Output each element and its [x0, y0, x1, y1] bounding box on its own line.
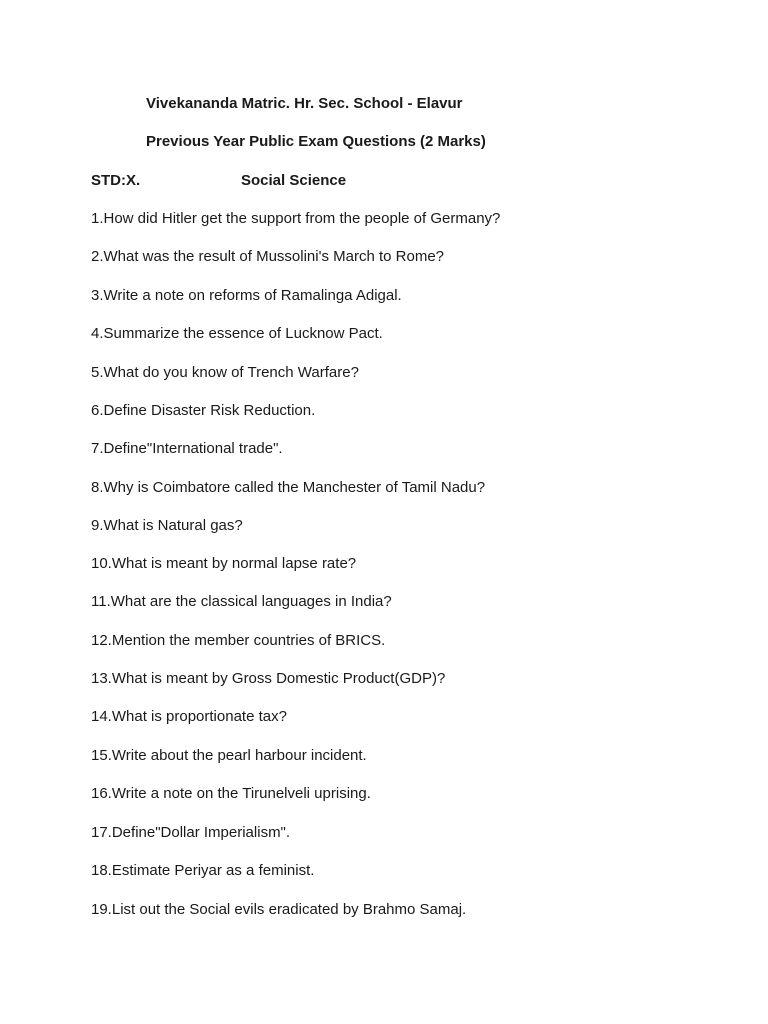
subject-label: Social Science	[241, 172, 347, 189]
question-item: 9.What is Natural gas?	[91, 517, 243, 534]
question-item: 15.Write about the pearl harbour incident.	[91, 747, 367, 764]
question-item: 18.Estimate Periyar as a feminist.	[91, 862, 315, 879]
question-item: 10.What is meant by normal lapse rate?	[91, 555, 357, 572]
question-item: 2.What was the result of Mussolini's March to Rome?	[91, 248, 444, 265]
question-item: 4.Summarize the essence of Lucknow Pact.	[91, 325, 383, 342]
question-item: 5.What do you know of Trench Warfare?	[91, 364, 359, 381]
question-item: 11.What are the classical languages in India?	[91, 593, 392, 610]
question-item: 7.Define"International trade".	[91, 440, 283, 457]
school-name: Vivekananda Matric. Hr. Sec. School - Elavur	[146, 95, 463, 112]
question-item: 19.List out the Social evils eradicated by Brahmo Samaj.	[91, 901, 467, 918]
question-item: 8.Why is Coimbatore called the Manchester of Tamil Nadu?	[91, 479, 486, 496]
question-item: 14.What is proportionate tax?	[91, 708, 287, 725]
question-item: 16.Write a note on the Tirunelveli uprising.	[91, 785, 371, 802]
exam-title: Previous Year Public Exam Questions (2 Marks)	[146, 133, 486, 150]
std-label: STD:X.	[91, 172, 141, 189]
question-item: 12.Mention the member countries of BRICS.	[91, 632, 386, 649]
question-item: 13.What is meant by Gross Domestic Product(GDP)?	[91, 670, 446, 687]
question-item: 17.Define"Dollar Imperialism".	[91, 824, 291, 841]
question-item: 6.Define Disaster Risk Reduction.	[91, 402, 316, 419]
question-item: 3.Write a note on reforms of Ramalinga Adigal.	[91, 287, 402, 304]
question-item: 1.How did Hitler get the support from the people of Germany?	[91, 210, 501, 227]
